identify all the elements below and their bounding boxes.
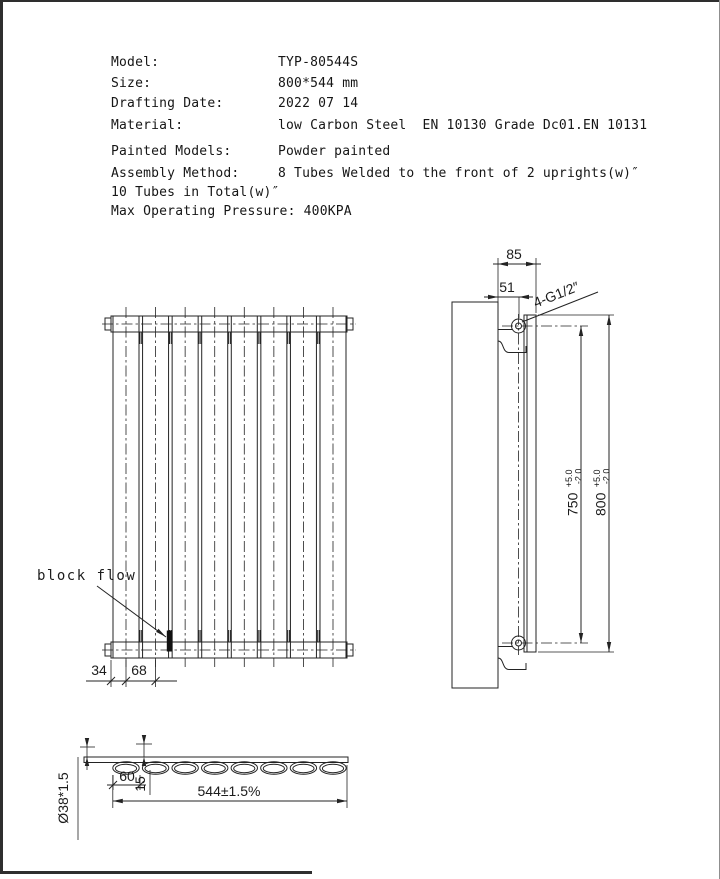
wall-bracket-bottom: [498, 647, 526, 670]
wall-bracket-top: [498, 330, 526, 353]
spec-label-painted: Painted Models:: [111, 144, 232, 159]
dim-85: 85: [506, 246, 522, 262]
block-flow-arrowhead: [156, 629, 166, 637]
spec-value-model: TYP-80544S: [278, 55, 359, 70]
front-dimensions: [86, 660, 177, 687]
side-profile: [524, 315, 536, 652]
dim-34: 34: [91, 662, 107, 678]
spec-value-painted: Powder painted: [278, 144, 391, 159]
wall-section: [452, 302, 498, 688]
dim-51: 51: [499, 279, 515, 295]
spec-value-date: 2022 07 14: [278, 96, 359, 111]
top-view-tubes: [113, 762, 346, 775]
dim-60: 60: [119, 768, 135, 784]
dim-15: 15: [132, 776, 148, 792]
side-view: [452, 246, 614, 688]
block-flow-marker: [167, 631, 173, 652]
dim-750: 750 $^{+5.0}$ -2.0: [564, 468, 584, 516]
dim-68: 68: [131, 662, 147, 678]
spec-label-size: Size:: [111, 76, 152, 91]
bottom-dim-profile: [55, 738, 95, 840]
front-view: [37, 307, 356, 687]
spec-label-date: Drafting Date:: [111, 96, 224, 111]
spec-note-tubes: 10 Tubes in Total(w)″: [111, 185, 280, 200]
spec-note-pressure: Max Operating Pressure: 400KPA: [111, 204, 352, 219]
spec-label-material: Material:: [111, 118, 184, 133]
spec-value-material: low Carbon Steel EN 10130 Grade Dc01.EN 10131: [278, 118, 648, 133]
spec-label-model: Model:: [111, 55, 160, 70]
dim-tube-profile: Ø38*1.5: [55, 772, 71, 824]
fitting-thread-label: 4-G1/2″: [531, 278, 582, 311]
side-dim-750: [559, 326, 584, 643]
bottom-view: [55, 735, 348, 840]
front-tubes: [113, 307, 346, 667]
block-flow-leader: [97, 586, 166, 637]
side-dim-51: [484, 279, 533, 318]
dim-800: 800 $^{+5.0}$ -2.0: [592, 468, 612, 516]
block-flow-label: block flow: [37, 568, 137, 584]
spec-value-size: 800*544 mm: [278, 76, 359, 91]
spec-label-assembly: Assembly Method:: [111, 166, 240, 181]
dim-544: 544±1.5%: [197, 783, 261, 799]
spec-value-assembly: 8 Tubes Welded to the front of 2 uprights(w)″: [278, 166, 640, 181]
